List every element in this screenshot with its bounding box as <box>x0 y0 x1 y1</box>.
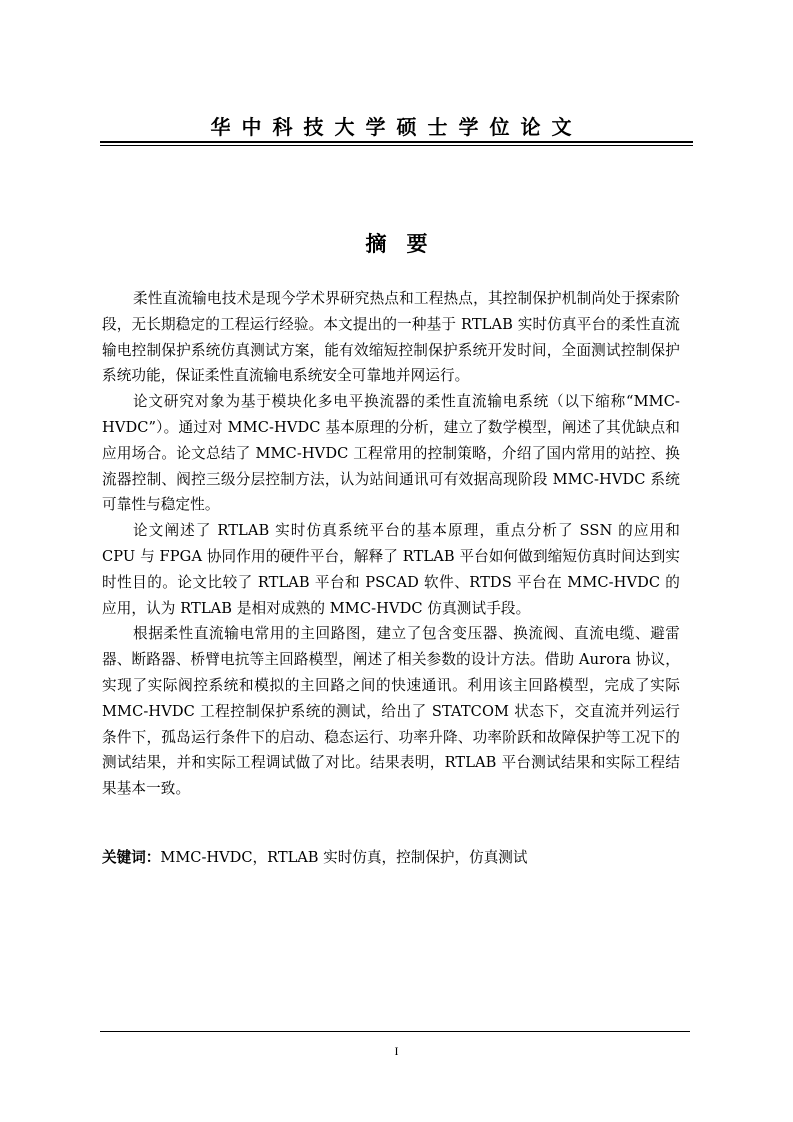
keywords-text: MMC-HVDC，RTLAB 实时仿真，控制保护，仿真测试 <box>160 849 528 866</box>
abstract-paragraph-1: 柔性直流输电技术是现今学术界研究热点和工程热点，其控制保护机制尚处于探索阶段，无长期稳定的工程运行经验。本文提出的一种基于 RTLAB 实时仿真平台的柔性直流输电控制保护系统仿真测试方案，能有效缩短控制保护系统开发时间，全面测试控制保护系统功能，保证柔性直流输电系统安全可靠地并网运行。 <box>102 290 680 385</box>
abstract-body <box>102 286 680 802</box>
page-number: I <box>394 1044 399 1058</box>
footer-rule <box>100 1031 690 1032</box>
header-rule <box>100 141 693 143</box>
abstract-paragraph-4: 根据柔性直流输电常用的主回路图，建立了包含变压器、换流阀、直流电缆、避雷器、断路器、桥臂电抗等主回路模型，阐述了相关参数的设计方法。借助 Aurora 协议，实现了实际阀控系统和模拟的主回路之间的快速通讯。利用该主回路模型，完成了实际 MMC-HVDC 工程控制保护系统的测试，给出了 STATCOM 状态下，交直流并列运行条件下，孤岛运行条件下的启动、稳态运行、功率升降、功率阶跃和故障保护等工况下的测试结果，并和实际工程调试做了对比。结果表明，RTLAB 平台测试结果和实际工程结果基本一致。 <box>102 625 680 798</box>
header-rule-thin <box>100 145 693 146</box>
thesis-header-title: 华中科技大学硕士学位论文 <box>210 115 583 139</box>
abstract-heading: 摘要 <box>365 232 448 256</box>
abstract-paragraph-3: 论文阐述了 RTLAB 实时仿真系统平台的基本原理，重点分析了 SSN 的应用和 CPU 与 FPGA 协同作用的硬件平台，解释了 RTLAB 平台如何做到缩短仿真时间达到实时性目的。论文比较了 RTLAB 平台和 PSCAD 软件、RTDS 平台在 MMC-HVDC 的应用，认为 RTLAB 是相对成熟的 MMC-HVDC 仿真测试手段。 <box>102 522 680 617</box>
abstract-paragraph-2: 论文研究对象为基于模块化多电平换流器的柔性直流输电系统（以下缩称“MMC-HVDC”）。通过对 MMC-HVDC 基本原理的分析，建立了数学模型，阐述了其优缺点和应用场合。论文总结了 MMC-HVDC 工程常用的控制策略，介绍了国内常用的站控、换流器控制、阀控三级分层控制方法，认为站间通讯可有效据高现阶段 MMC-HVDC 系统可靠性与稳定性。 <box>102 393 680 514</box>
keywords-line <box>102 846 692 870</box>
keywords-label: 关键词： <box>102 849 161 866</box>
